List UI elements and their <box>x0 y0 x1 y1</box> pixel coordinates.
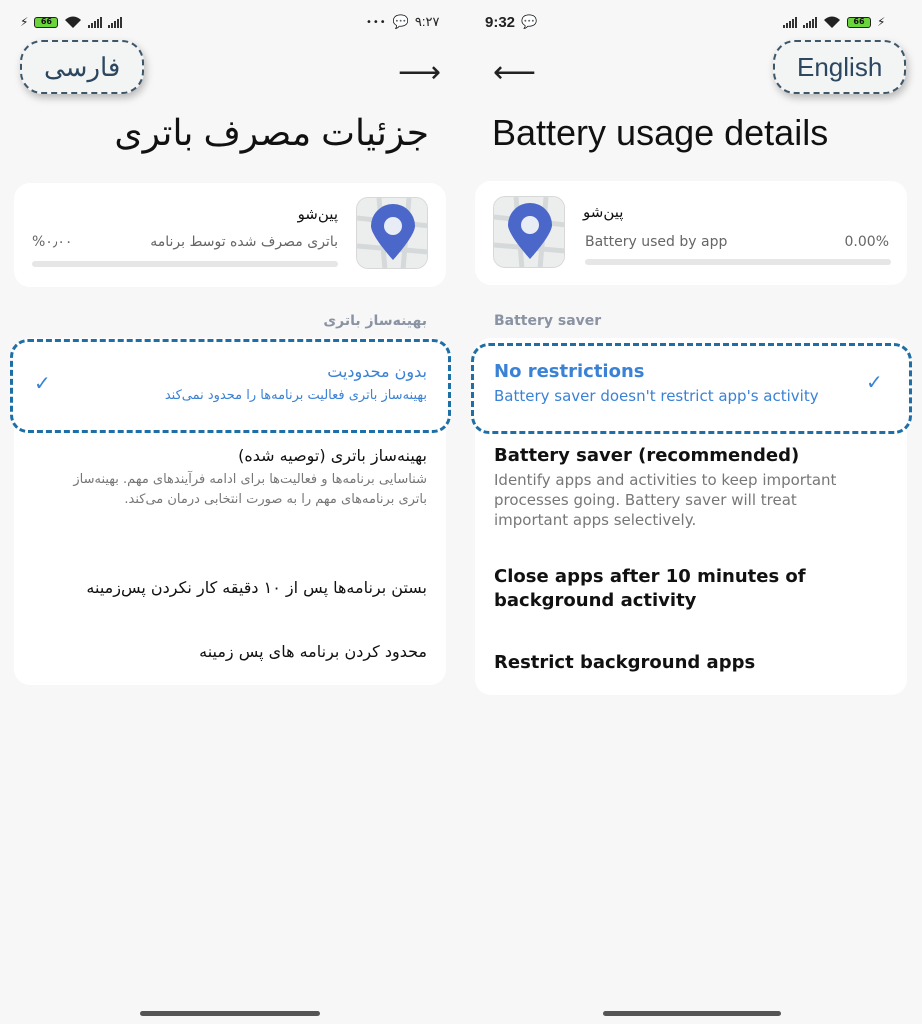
signal-icon <box>108 17 122 28</box>
option-close-apps[interactable] <box>27 576 427 600</box>
language-badge: فارسی <box>20 40 144 94</box>
battery-icon: 66 <box>34 17 58 28</box>
checkmark-icon: ✓ <box>866 370 883 394</box>
more-icon: ••• <box>366 16 387 28</box>
arrow-left-icon[interactable]: ⟵ <box>493 55 537 90</box>
english-screen <box>461 0 922 1024</box>
option-battery-saver[interactable] <box>67 444 427 510</box>
usage-progress-bar <box>585 259 891 265</box>
app-name: پین‌شو <box>583 203 624 221</box>
home-indicator[interactable] <box>140 1011 320 1016</box>
signal-icon <box>88 17 102 28</box>
option-desc: شناسایی برنامه‌ها و فعالیت‌ها برای ادامه فرآیندهای مهم. بهینه‌ساز باتری برنامه‌های مهم را به صورت انتخابی درمان می‌کند. <box>73 472 427 507</box>
app-icon <box>493 196 565 268</box>
option-title: Restrict background apps <box>494 652 756 673</box>
status-time: 9:32 <box>485 13 516 31</box>
map-pin-icon <box>357 198 428 269</box>
option-title: No restrictions <box>494 361 645 382</box>
map-pin-icon <box>494 197 565 268</box>
status-time: ۹:۲۷ <box>414 14 440 29</box>
option-desc: بهینه‌ساز باتری فعالیت برنامه‌ها را محدود نمی‌کند <box>164 388 427 403</box>
app-icon <box>356 197 428 269</box>
app-name: پین‌شو <box>297 205 338 223</box>
status-bar-right-icons <box>783 10 885 34</box>
home-indicator[interactable] <box>603 1011 781 1016</box>
chat-icon: 💬 <box>392 14 409 30</box>
chat-icon: 💬 <box>521 14 538 30</box>
option-no-restrictions[interactable] <box>494 360 834 406</box>
usage-progress-bar <box>32 261 338 267</box>
option-no-restrictions[interactable] <box>47 360 427 406</box>
option-desc: Battery saver doesn't restrict app's activity <box>494 387 819 405</box>
signal-icon <box>803 17 817 28</box>
battery-icon: 66 <box>847 17 871 28</box>
status-bar-left <box>485 10 537 34</box>
option-title: بهینه‌ساز باتری (توصیه شده) <box>238 446 427 465</box>
page-title: Battery usage details <box>492 112 829 153</box>
option-title: بدون محدودیت <box>327 362 427 381</box>
option-desc: Identify apps and activities to keep important processes going. Battery saver will treat important apps selectively. <box>494 471 837 529</box>
section-label: Battery saver <box>494 313 602 329</box>
usage-label: Battery used by app <box>585 234 728 250</box>
option-title: Battery saver (recommended) <box>494 445 800 466</box>
option-close-apps[interactable] <box>494 565 814 613</box>
app-usage-card[interactable] <box>14 183 446 287</box>
charging-icon: ⚡ <box>877 15 886 29</box>
status-bar-right <box>366 10 439 34</box>
language-badge: English <box>773 40 906 94</box>
page-title: جزئیات مصرف باتری <box>114 112 429 153</box>
option-title: Close apps after 10 minutes of background activity <box>494 566 806 611</box>
option-restrict-background[interactable] <box>27 640 427 664</box>
wifi-icon <box>823 15 841 29</box>
option-battery-saver[interactable] <box>494 444 854 530</box>
usage-value: %۰٫۰۰ <box>32 234 73 250</box>
checkmark-icon: ✓ <box>34 371 51 395</box>
status-bar-left-icons <box>20 10 122 34</box>
option-restrict-background[interactable] <box>494 651 854 675</box>
arrow-right-icon[interactable]: ⟶ <box>398 55 442 90</box>
charging-icon: ⚡ <box>20 15 29 29</box>
app-usage-card[interactable] <box>475 181 907 285</box>
wifi-icon <box>64 15 82 29</box>
usage-label: باتری مصرف شده توسط برنامه <box>150 234 338 250</box>
option-title: محدود کردن برنامه های پس زمینه <box>199 642 427 661</box>
usage-value: 0.00% <box>844 234 889 250</box>
option-title: بستن برنامه‌ها پس از ۱۰ دقیقه کار نکردن پس‌زمینه <box>86 578 427 597</box>
section-label: بهینه‌ساز باتری <box>323 313 427 329</box>
signal-icon <box>783 17 797 28</box>
